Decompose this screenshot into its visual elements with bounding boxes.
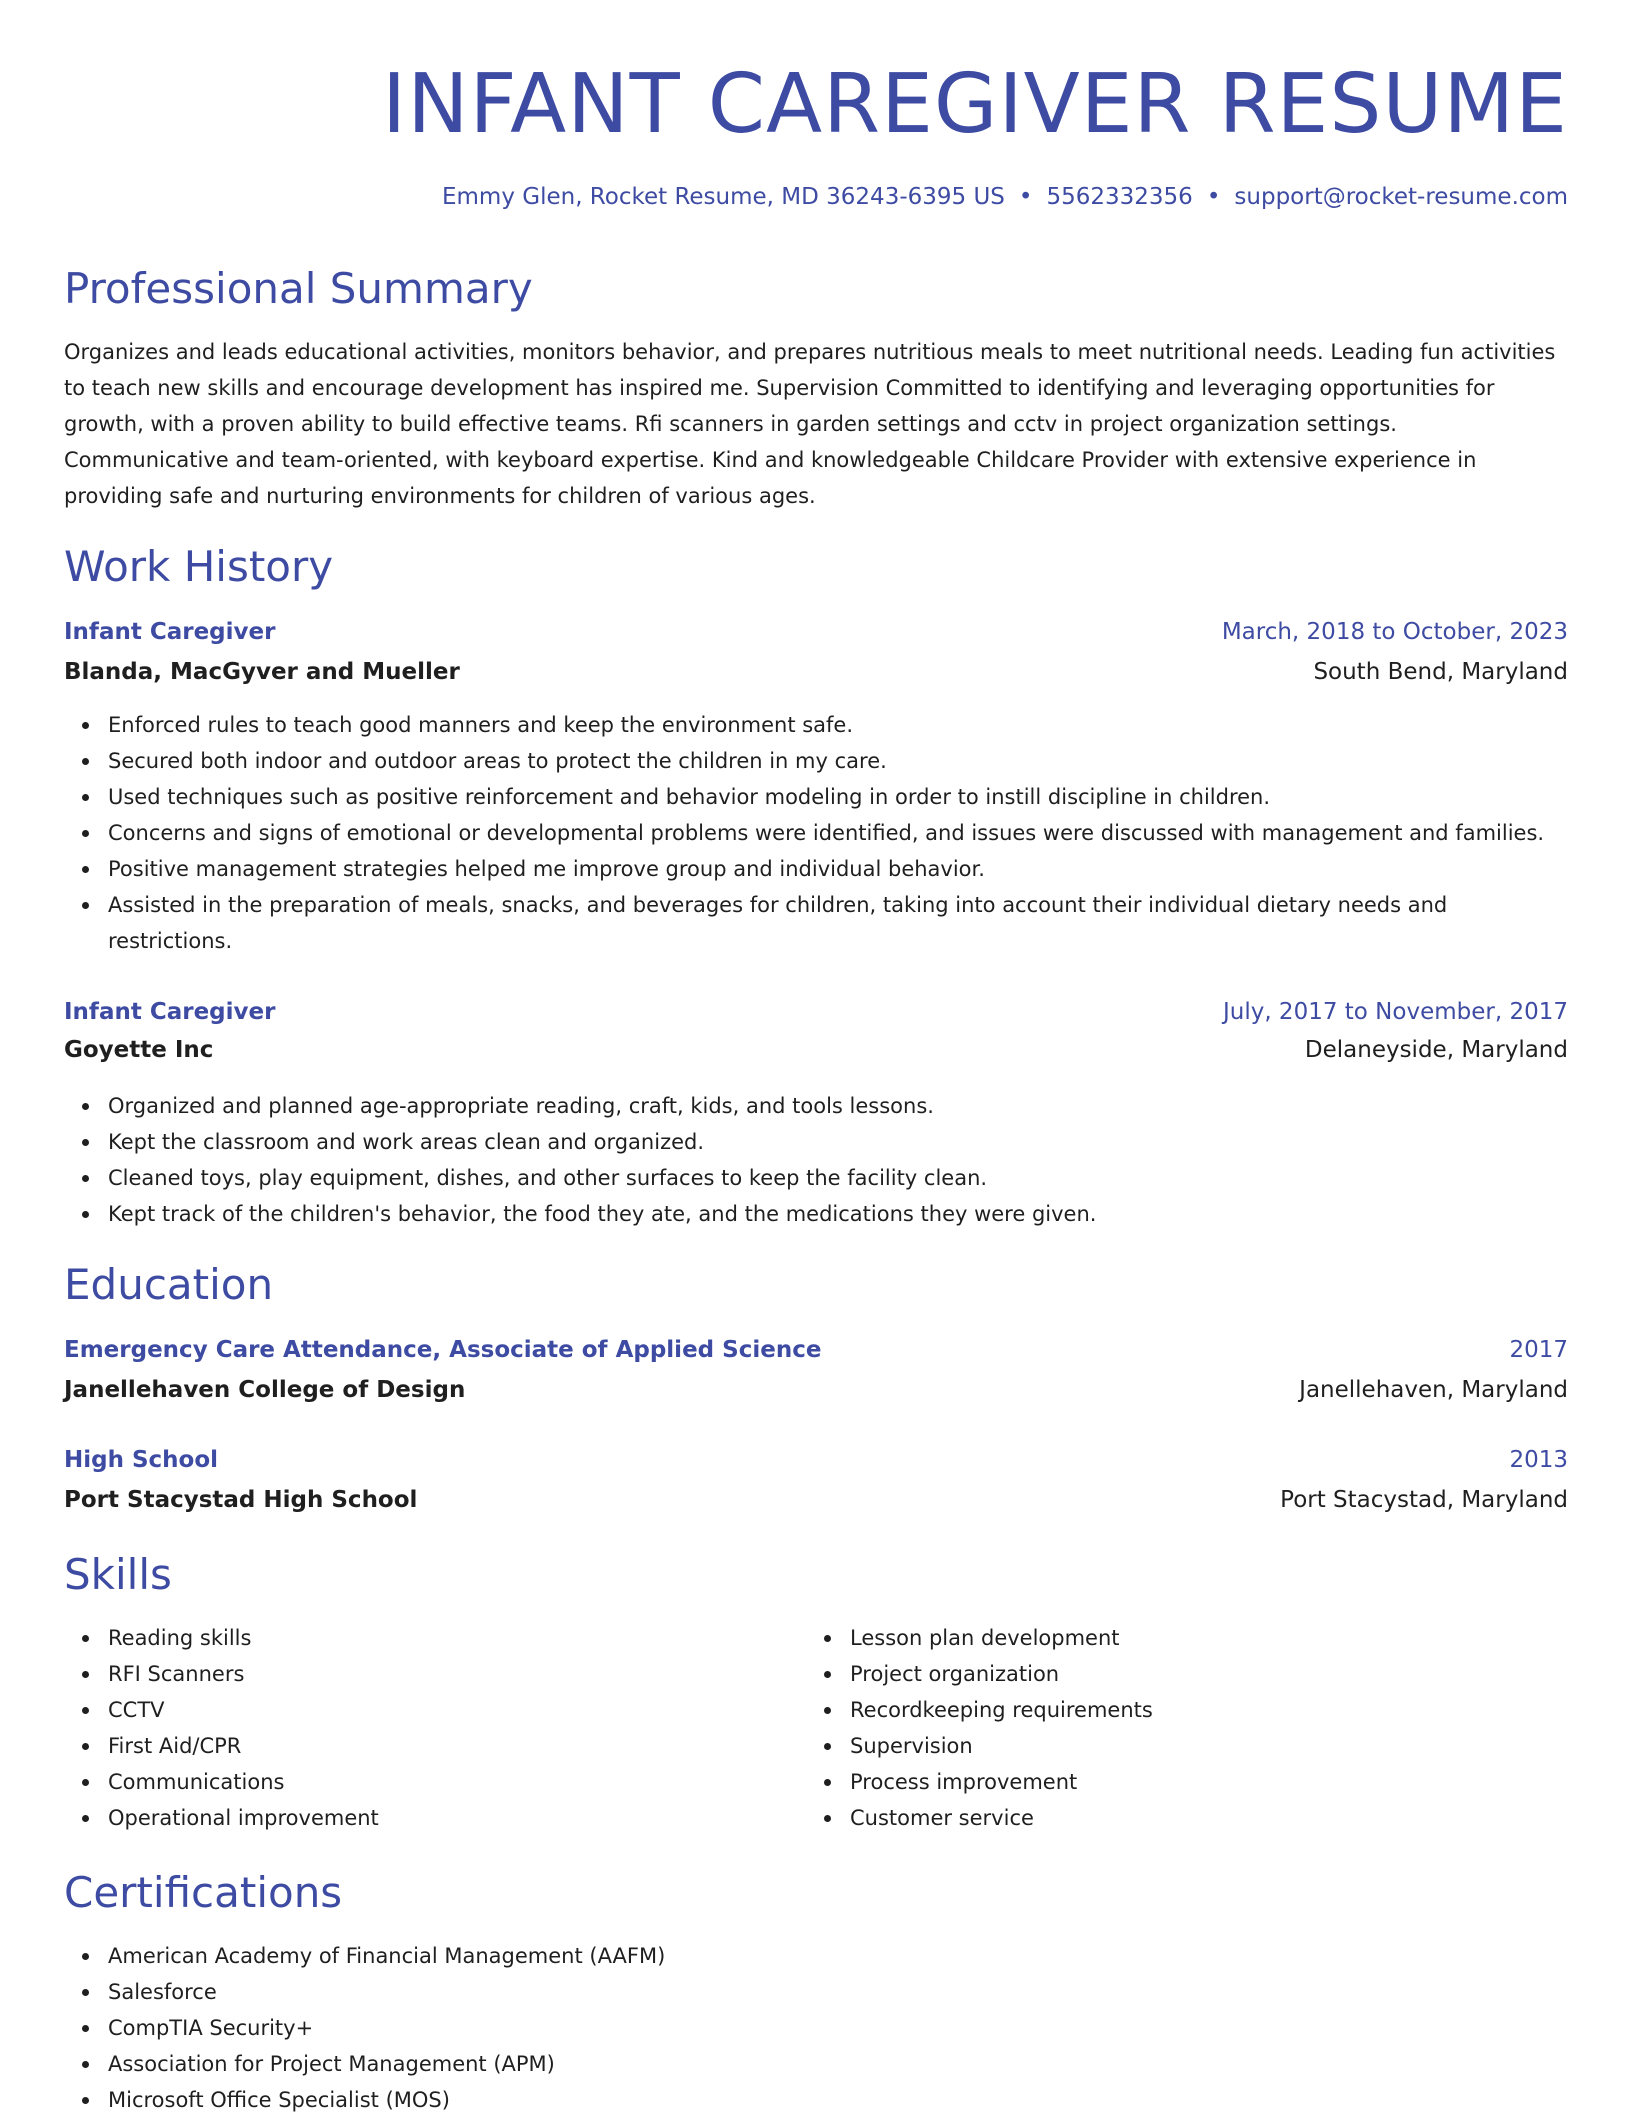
list-item: Secured both indoor and outdoor areas to protect the children in my care. <box>108 743 1568 779</box>
list-item: Operational improvement <box>108 1800 808 1836</box>
list-item: Association for Project Management (APM) <box>108 2046 1108 2082</box>
list-item: American Academy of Financial Management (AAFM) <box>108 1938 1108 1974</box>
summary-text: Organizes and leads educational activities, monitors behavior, and prepares nutritious meals to meet nutritional needs. Leading fun activities to teach new skills and encourage development has inspired me. Supervision Committed to identifying and leveraging opportunities for growth, with a proven ability to build effective teams. Rfi scanners in garden settings and cctv in project organization settings. Communicative and team-oriented, with keyboard expertise. Kind and knowledgeable Childcare Provider with extensive experience in providing safe and nurturing environments for children of various ages. <box>64 340 1556 508</box>
list-item: CompTIA Security+ <box>108 2010 1108 2046</box>
list-item: RFI Scanners <box>108 1656 808 1692</box>
list-item: Microsoft Office Specialist (MOS) <box>108 2082 1108 2118</box>
list-item: Salesforce <box>108 1974 1108 2010</box>
list-item: Used techniques such as positive reinforcement and behavior modeling in order to instill discipline in children. <box>108 779 1568 815</box>
list-item: Supervision <box>850 1728 1550 1764</box>
contact-email[interactable]: support@rocket-resume.com <box>1234 184 1568 210</box>
job-title: Infant Caregiver <box>64 999 276 1025</box>
job-location: South Bend, Maryland <box>1313 659 1568 685</box>
section-heading-summary: Professional Summary <box>64 264 533 313</box>
education-degree: Emergency Care Attendance, Associate of Applied Science <box>64 1337 822 1363</box>
job-company: Goyette Inc <box>64 1037 214 1063</box>
education-degree-row <box>64 1442 1568 1478</box>
section-heading-education: Education <box>64 1260 274 1309</box>
list-item: CCTV <box>108 1692 808 1728</box>
section-heading-certifications: Certifications <box>64 1868 343 1917</box>
education-school: Janellehaven College of Design <box>64 1377 466 1403</box>
contact-separator: • <box>1018 184 1033 210</box>
job-dates: March, 2018 to October, 2023 <box>1221 619 1568 645</box>
job-company: Blanda, MacGyver and Mueller <box>64 659 460 685</box>
education-degree: High School <box>64 1447 219 1473</box>
list-item: Process improvement <box>850 1764 1550 1800</box>
contact-separator: • <box>1206 184 1221 210</box>
list-item: Project organization <box>850 1656 1550 1692</box>
job-title: Infant Caregiver <box>64 619 276 645</box>
list-item: Positive management strategies helped me improve group and individual behavior. <box>108 851 1568 887</box>
job-title-row <box>64 994 1568 1030</box>
list-item: Assisted in the preparation of meals, snacks, and beverages for children, taking into account their individual dietary needs and restrictions. <box>108 887 1498 959</box>
education-degree-row <box>64 1332 1568 1368</box>
list-item: Concerns and signs of emotional or developmental problems were identified, and issues were discussed with management and families. <box>108 815 1568 851</box>
skills-list-left <box>64 1620 808 1836</box>
list-item: Reading skills <box>108 1620 808 1656</box>
job-bullets <box>64 707 1568 959</box>
job-bullets <box>64 1088 1568 1232</box>
list-item: Communications <box>108 1764 808 1800</box>
education-year: 2017 <box>1509 1337 1568 1363</box>
contact-line <box>442 180 1568 214</box>
list-item: Recordkeeping requirements <box>850 1692 1550 1728</box>
skills-list-right <box>806 1620 1550 1836</box>
education-school: Port Stacystad High School <box>64 1487 418 1513</box>
list-item: Customer service <box>850 1800 1550 1836</box>
education-year: 2013 <box>1509 1447 1568 1473</box>
section-heading-work-history: Work History <box>64 542 334 591</box>
list-item: Kept track of the children's behavior, the food they ate, and the medications they were given. <box>108 1196 1568 1232</box>
resume-page <box>64 0 1568 2112</box>
education-school-row <box>64 1372 1568 1408</box>
list-item: Enforced rules to teach good manners and keep the environment safe. <box>108 707 1568 743</box>
section-heading-skills: Skills <box>64 1550 172 1599</box>
certifications-list <box>64 1938 1108 2118</box>
job-company-row <box>64 1032 1568 1068</box>
list-item: Cleaned toys, play equipment, dishes, and other surfaces to keep the facility clean. <box>108 1160 1568 1196</box>
list-item: Kept the classroom and work areas clean and organized. <box>108 1124 1568 1160</box>
job-dates: July, 2017 to November, 2017 <box>1222 999 1568 1025</box>
contact-phone: 5562332356 <box>1046 184 1193 210</box>
job-location: Delaneyside, Maryland <box>1304 1037 1568 1063</box>
resume-title: INFANT CAREGIVER RESUME <box>382 57 1568 152</box>
job-company-row <box>64 654 1568 690</box>
list-item: Organized and planned age-appropriate reading, craft, kids, and tools lessons. <box>108 1088 1568 1124</box>
education-school-row <box>64 1482 1568 1518</box>
education-location: Port Stacystad, Maryland <box>1280 1487 1568 1513</box>
list-item: First Aid/CPR <box>108 1728 808 1764</box>
job-title-row <box>64 614 1568 650</box>
list-item: Lesson plan development <box>850 1620 1550 1656</box>
contact-address: Emmy Glen, Rocket Resume, MD 36243-6395 US <box>441 184 1005 210</box>
education-location: Janellehaven, Maryland <box>1299 1377 1568 1403</box>
